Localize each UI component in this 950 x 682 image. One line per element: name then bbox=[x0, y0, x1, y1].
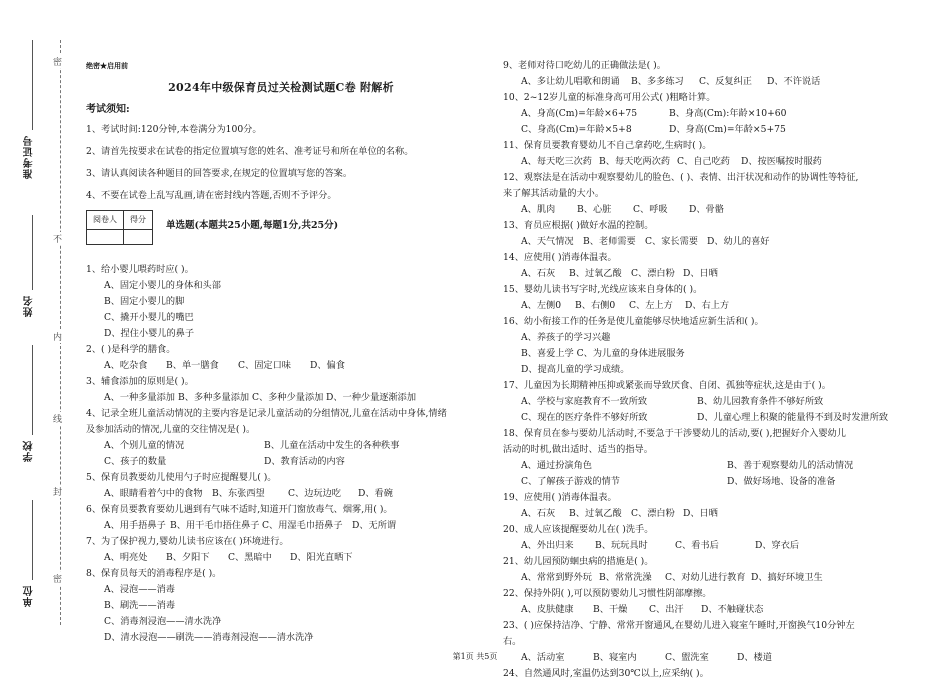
question bbox=[503, 378, 923, 426]
option-row bbox=[503, 458, 923, 474]
question-text: 22、保持外阴( ),可以预防婴幼儿习惯性阴部摩擦。 bbox=[503, 588, 712, 599]
answer-option[interactable]: C、消毒剂浸泡——清水洗净 bbox=[104, 616, 222, 627]
answer-option[interactable]: B、常常洗澡 bbox=[599, 572, 652, 583]
answer-option[interactable]: D、右上方 bbox=[685, 300, 730, 311]
answer-option[interactable]: B、老师需要 bbox=[583, 236, 636, 247]
question bbox=[86, 406, 476, 470]
question-text: 10、2~12岁儿童的标准身高可用公式( )粗略计算。 bbox=[503, 92, 716, 103]
answer-option[interactable]: A、左侧0 bbox=[521, 300, 562, 311]
question bbox=[503, 522, 923, 554]
answer-option[interactable]: C、反复纠正 bbox=[699, 76, 752, 87]
answer-option[interactable]: D、偏食 bbox=[310, 360, 345, 371]
answer-option[interactable]: C、看书后 bbox=[675, 540, 719, 551]
question-text: 8、保育员每天的消毒程序是( )。 bbox=[86, 568, 222, 579]
answer-option[interactable]: A、明亮处 bbox=[104, 552, 148, 563]
question-text-cont: 活动的时机,做出适时、适当的指导。 bbox=[503, 444, 653, 455]
exam-number-line bbox=[32, 40, 33, 130]
question-text: 7、为了保护视力,婴幼儿读书应该在( )环境进行。 bbox=[86, 536, 289, 547]
option-row bbox=[503, 506, 923, 522]
answer-option[interactable]: A、石灰 bbox=[521, 268, 556, 279]
question-text: 12、观察法是在活动中观察婴幼儿的脸色、( )、表情、出汗状况和动作的协调性等特征, bbox=[503, 172, 859, 183]
answer-option[interactable]: D、楼道 bbox=[737, 652, 772, 663]
option-row bbox=[503, 410, 923, 426]
answer-option[interactable]: B、幼儿园教育条件不够好所致 bbox=[697, 396, 824, 407]
answer-option[interactable]: D、阳光直晒下 bbox=[290, 552, 353, 563]
answer-option[interactable]: A、天气情况 bbox=[521, 236, 574, 247]
question-text: 19、应使用( )消毒体温表。 bbox=[503, 492, 617, 503]
question bbox=[86, 534, 476, 566]
question-text: 1、给小婴儿喂药时应( )。 bbox=[86, 264, 194, 275]
option-row bbox=[503, 106, 923, 122]
school-line bbox=[32, 345, 33, 435]
answer-option[interactable]: C、家长需要 bbox=[645, 236, 698, 247]
answer-option[interactable]: D、日晒 bbox=[683, 268, 718, 279]
answer-option[interactable]: B、身高(Cm):年龄×10+60 bbox=[669, 108, 787, 119]
question bbox=[86, 502, 476, 534]
answer-option[interactable]: A、外出归来 bbox=[521, 540, 574, 551]
question bbox=[86, 342, 476, 374]
option-row bbox=[503, 122, 923, 138]
answer-option[interactable]: D、捏住小婴儿的鼻子 bbox=[104, 328, 195, 339]
answer-option[interactable]: B、单一膳食 bbox=[166, 360, 219, 371]
option-row bbox=[503, 74, 923, 90]
answer-option[interactable]: C、呼吸 bbox=[633, 204, 668, 215]
answer-option[interactable]: B、善于观察婴幼儿的活动情况 bbox=[727, 460, 854, 471]
answer-option[interactable]: B、右侧0 bbox=[575, 300, 616, 311]
answer-option[interactable]: A、养孩子的学习兴趣 bbox=[521, 332, 611, 343]
option-row bbox=[503, 298, 923, 314]
option-row bbox=[86, 390, 476, 406]
answer-option[interactable]: B、夕阳下 bbox=[166, 552, 210, 563]
answer-option[interactable]: D、看碗 bbox=[358, 488, 393, 499]
answer-option[interactable]: C、自己吃药 bbox=[677, 156, 730, 167]
question bbox=[503, 250, 923, 282]
answer-option[interactable]: D、穿衣后 bbox=[755, 540, 800, 551]
answer-option[interactable]: D、骨骼 bbox=[689, 204, 724, 215]
option-row bbox=[503, 570, 923, 586]
option-row bbox=[86, 486, 476, 502]
section-title: 单选题(本题共25小题,每题1分,共25分) bbox=[166, 220, 339, 231]
answer-option[interactable]: A、吃杂食 bbox=[104, 360, 148, 371]
question-text: 13、育员应根据( )做好水温的控制。 bbox=[503, 220, 654, 231]
answer-option[interactable]: B、心脏 bbox=[577, 204, 612, 215]
answer-option[interactable]: A、常常到野外玩 bbox=[521, 572, 592, 583]
option-row bbox=[503, 154, 923, 170]
answer-option[interactable]: C、黑暗中 bbox=[228, 552, 272, 563]
question bbox=[86, 566, 476, 646]
page-footer: 第1页 共5页 bbox=[452, 652, 498, 661]
question bbox=[503, 218, 923, 250]
answer-option[interactable]: D、教育活动的内容 bbox=[264, 456, 345, 467]
seal-char: 内 bbox=[53, 330, 62, 343]
question-text: 23、( )应保持洁净、宁静、常常开窗通风,在婴幼儿进入寝室午睡时,开窗换气10分钟左 bbox=[503, 620, 855, 631]
question-text: 16、幼小衔接工作的任务是使儿童能够尽快地适应新生活和( )。 bbox=[503, 316, 764, 327]
answer-option[interactable]: B、用干毛巾捂住鼻子 bbox=[170, 520, 260, 531]
question-text: 17、儿童因为长期精神压抑或紧张而导致厌食、自闭、孤独等症状,这是由于( )。 bbox=[503, 380, 831, 391]
score-box-cell[interactable] bbox=[124, 230, 153, 245]
answer-option[interactable]: B、多种多量添加 bbox=[178, 392, 250, 403]
option-row bbox=[503, 602, 923, 618]
score-area bbox=[86, 210, 476, 240]
secret-mark: 绝密★启用前 bbox=[86, 61, 128, 70]
answer-option[interactable]: D、做好场地、设备的准备 bbox=[727, 476, 836, 487]
option-row bbox=[86, 438, 476, 454]
exam-title: 2024年中级保育员过关检测试题C卷 附解析 bbox=[168, 81, 394, 94]
option-row bbox=[86, 454, 476, 470]
answer-option[interactable]: D、提高儿童的学习成绩。 bbox=[521, 364, 630, 375]
answer-option[interactable]: C、漂白粉 bbox=[631, 508, 675, 519]
question bbox=[503, 138, 923, 170]
option-row bbox=[503, 474, 923, 490]
binding-strip bbox=[0, 0, 70, 671]
answer-option[interactable]: D、按医嘱按时服药 bbox=[741, 156, 822, 167]
answer-option[interactable]: A、一种多量添加 bbox=[104, 392, 175, 403]
answer-option[interactable]: A、身高(Cm)=年龄×6+75 bbox=[521, 108, 638, 119]
answer-option[interactable]: C、现在的医疗条件不够好所致 bbox=[521, 412, 648, 423]
answer-option[interactable]: C、了解孩子游戏的情节 bbox=[521, 476, 620, 487]
label-school: 学校 bbox=[24, 440, 35, 462]
notice-heading: 考试须知: bbox=[86, 104, 130, 115]
answer-option[interactable]: B、多多练习 bbox=[631, 76, 684, 87]
question-text: 15、婴幼儿读书写字时,光线应该来自身体的( )。 bbox=[503, 284, 703, 295]
score-box-cell[interactable] bbox=[87, 230, 124, 245]
notice-item: 1、考试时间:120分钟,本卷满分为100分。 bbox=[86, 124, 262, 135]
answer-option[interactable]: A、多让幼儿唱歌和朗诵 bbox=[521, 76, 620, 87]
label-exam-number: 准考证号 bbox=[24, 135, 35, 179]
question-text: 21、幼儿园预防蛔虫病的措施是( )。 bbox=[503, 556, 654, 567]
answer-option[interactable]: D、身高(Cm)=年龄×5+75 bbox=[669, 124, 786, 135]
answer-option[interactable]: C、用湿毛巾捂鼻子 bbox=[262, 520, 343, 531]
answer-option[interactable]: B、玩玩具时 bbox=[595, 540, 648, 551]
question-text: 11、保育员要教育婴幼儿不自己拿药吃,生病时( )。 bbox=[503, 140, 712, 151]
answer-option[interactable]: C、固定口味 bbox=[238, 360, 291, 371]
question bbox=[503, 490, 923, 522]
label-unit: 单位 bbox=[24, 585, 35, 607]
seal-char: 密 bbox=[53, 55, 62, 68]
answer-option[interactable]: B、过氧乙酸 bbox=[569, 268, 622, 279]
seal-char: 封 bbox=[53, 485, 62, 498]
answer-option[interactable]: A、浸泡——消毒 bbox=[104, 584, 175, 595]
answer-option[interactable]: A、通过扮演角色 bbox=[521, 460, 592, 471]
question-text: 4、记录全班儿童活动情况的主要内容是记录儿童活动的分组情况,儿童在活动中身体,情绪 bbox=[86, 408, 447, 419]
right-question-list bbox=[503, 58, 923, 682]
answer-option[interactable]: A、石灰 bbox=[521, 508, 556, 519]
question-text-cont: 右。 bbox=[503, 636, 522, 647]
answer-option[interactable]: A、皮肤健康 bbox=[521, 604, 574, 615]
question-text-cont: 来了解其活动量的大小。 bbox=[503, 188, 605, 199]
answer-option[interactable]: D、不许说话 bbox=[767, 76, 821, 87]
left-question-list bbox=[86, 262, 476, 646]
question bbox=[503, 58, 923, 90]
answer-option[interactable]: A、眼睛看着勺中的食物 bbox=[104, 488, 203, 499]
answer-option[interactable]: A、用手捂鼻子 bbox=[104, 520, 166, 531]
question bbox=[86, 262, 476, 342]
answer-option[interactable]: B、刷洗——消毒 bbox=[104, 600, 176, 611]
notice-item: 2、请首先按要求在试卷的指定位置填写您的姓名、准考证号和所在单位的名称。 bbox=[86, 146, 414, 157]
answer-option[interactable]: C、多种少量添加 bbox=[252, 392, 324, 403]
label-name: 姓名 bbox=[24, 295, 35, 317]
answer-option[interactable]: A、活动室 bbox=[521, 652, 565, 663]
option-row bbox=[86, 550, 476, 566]
question-text: 9、老师对待口吃幼儿的正确做法是( )。 bbox=[503, 60, 666, 71]
answer-option[interactable]: C、对幼儿进行教育 bbox=[665, 572, 746, 583]
notice-item: 4、不要在试卷上乱写乱画,请在密封线内答题,否则不予评分。 bbox=[86, 190, 337, 201]
answer-option[interactable]: C、出汗 bbox=[649, 604, 684, 615]
seal-char: 线 bbox=[53, 412, 62, 425]
answer-option[interactable]: B、寝室内 bbox=[593, 652, 637, 663]
answer-option[interactable]: C、撬开小婴儿的嘴巴 bbox=[104, 312, 194, 323]
question-text: 18、保育员在参与要幼儿活动时,不要急于干涉婴幼儿的活动,要( ),把握好介入婴幼儿 bbox=[503, 428, 846, 439]
score-box bbox=[86, 210, 153, 245]
answer-option[interactable]: C、身高(Cm)=年龄×5+8 bbox=[521, 124, 632, 135]
answer-option[interactable]: D、儿童心理上积聚的能量得不到及时发泄所致 bbox=[697, 412, 889, 423]
answer-option[interactable]: C、左上方 bbox=[629, 300, 673, 311]
question-text: 6、保育员要教育要幼儿遇到有气味不适时,知道开门窗放毒气、烟雾,用( )。 bbox=[86, 504, 393, 515]
answer-option[interactable]: C、漂白粉 bbox=[631, 268, 675, 279]
unit-line bbox=[32, 500, 33, 580]
answer-option[interactable]: A、学校与家庭教育不一致所致 bbox=[521, 396, 648, 407]
option-row bbox=[86, 518, 476, 534]
option-row bbox=[86, 358, 476, 374]
answer-option[interactable]: D、无所谓 bbox=[352, 520, 397, 531]
answer-option[interactable]: B、东张西望 bbox=[212, 488, 265, 499]
answer-option[interactable]: B、每天吃两次药 bbox=[599, 156, 671, 167]
option-row bbox=[503, 394, 923, 410]
question bbox=[503, 282, 923, 314]
question bbox=[503, 554, 923, 586]
seal-char: 密 bbox=[53, 572, 62, 585]
option-row bbox=[503, 234, 923, 250]
question-text: 5、保育员教要幼儿使用勺子时应提醒婴儿( )。 bbox=[86, 472, 277, 483]
option-row bbox=[503, 266, 923, 282]
option-row bbox=[503, 202, 923, 218]
answer-option[interactable]: B、干燥 bbox=[593, 604, 628, 615]
left-column bbox=[86, 0, 476, 646]
question bbox=[503, 90, 923, 138]
option-row bbox=[503, 538, 923, 554]
question-text: 24、自然通风时,室温仍达到30℃以上,应采纳( )。 bbox=[503, 668, 709, 679]
score-box-score: 得分 bbox=[124, 211, 153, 230]
question bbox=[503, 314, 923, 378]
question bbox=[503, 170, 923, 218]
question-text: 3、辅食添加的原则是( )。 bbox=[86, 376, 194, 387]
answer-option[interactable]: A、每天吃三次药 bbox=[521, 156, 592, 167]
seal-char: 不 bbox=[53, 232, 62, 245]
score-box-grader: 阅卷人 bbox=[87, 211, 124, 230]
right-column bbox=[503, 58, 923, 682]
question-text: 2、( )是科学的膳食。 bbox=[86, 344, 176, 355]
question-text: 14、应使用( )消毒体温表。 bbox=[503, 252, 617, 263]
answer-option[interactable]: D、不触碰状态 bbox=[701, 604, 764, 615]
question bbox=[503, 666, 923, 682]
question bbox=[86, 470, 476, 502]
answer-option[interactable]: D、日晒 bbox=[683, 508, 718, 519]
answer-option[interactable]: C、盥洗室 bbox=[665, 652, 709, 663]
notice-item: 3、请认真阅读各种题目的回答要求,在规定的位置填写您的答案。 bbox=[86, 168, 353, 179]
answer-option[interactable]: A、固定小婴儿的身体和头部 bbox=[104, 280, 221, 291]
answer-option[interactable]: B、儿童在活动中发生的各种秩事 bbox=[264, 440, 400, 451]
answer-option[interactable]: B、过氧乙酸 bbox=[569, 508, 622, 519]
question bbox=[86, 374, 476, 406]
name-line bbox=[32, 215, 33, 290]
answer-option[interactable]: C、边玩边吃 bbox=[288, 488, 341, 499]
answer-option[interactable]: A、肌肉 bbox=[521, 204, 556, 215]
answer-option[interactable]: B、固定小婴儿的脚 bbox=[104, 296, 185, 307]
answer-option[interactable]: A、个别儿童的情况 bbox=[104, 440, 185, 451]
answer-option[interactable]: D、幼儿的喜好 bbox=[707, 236, 770, 247]
question-text-cont: 及参加活动的情况,儿童的交往情况是( )。 bbox=[86, 424, 256, 435]
answer-option[interactable]: C、孩子的数量 bbox=[104, 456, 167, 467]
question-text: 20、成人应该提醒要幼儿在( )洗手。 bbox=[503, 524, 654, 535]
question bbox=[503, 586, 923, 618]
question bbox=[503, 426, 923, 490]
answer-option[interactable]: B、喜爱上学 C、为儿童的身体进展服务 bbox=[521, 348, 685, 359]
answer-option[interactable]: D、一种少量逐渐添加 bbox=[326, 392, 417, 403]
answer-option[interactable]: D、搞好环境卫生 bbox=[751, 572, 823, 583]
answer-option[interactable]: D、清水浸泡——刷洗——消毒剂浸泡——清水洗净 bbox=[104, 632, 314, 643]
